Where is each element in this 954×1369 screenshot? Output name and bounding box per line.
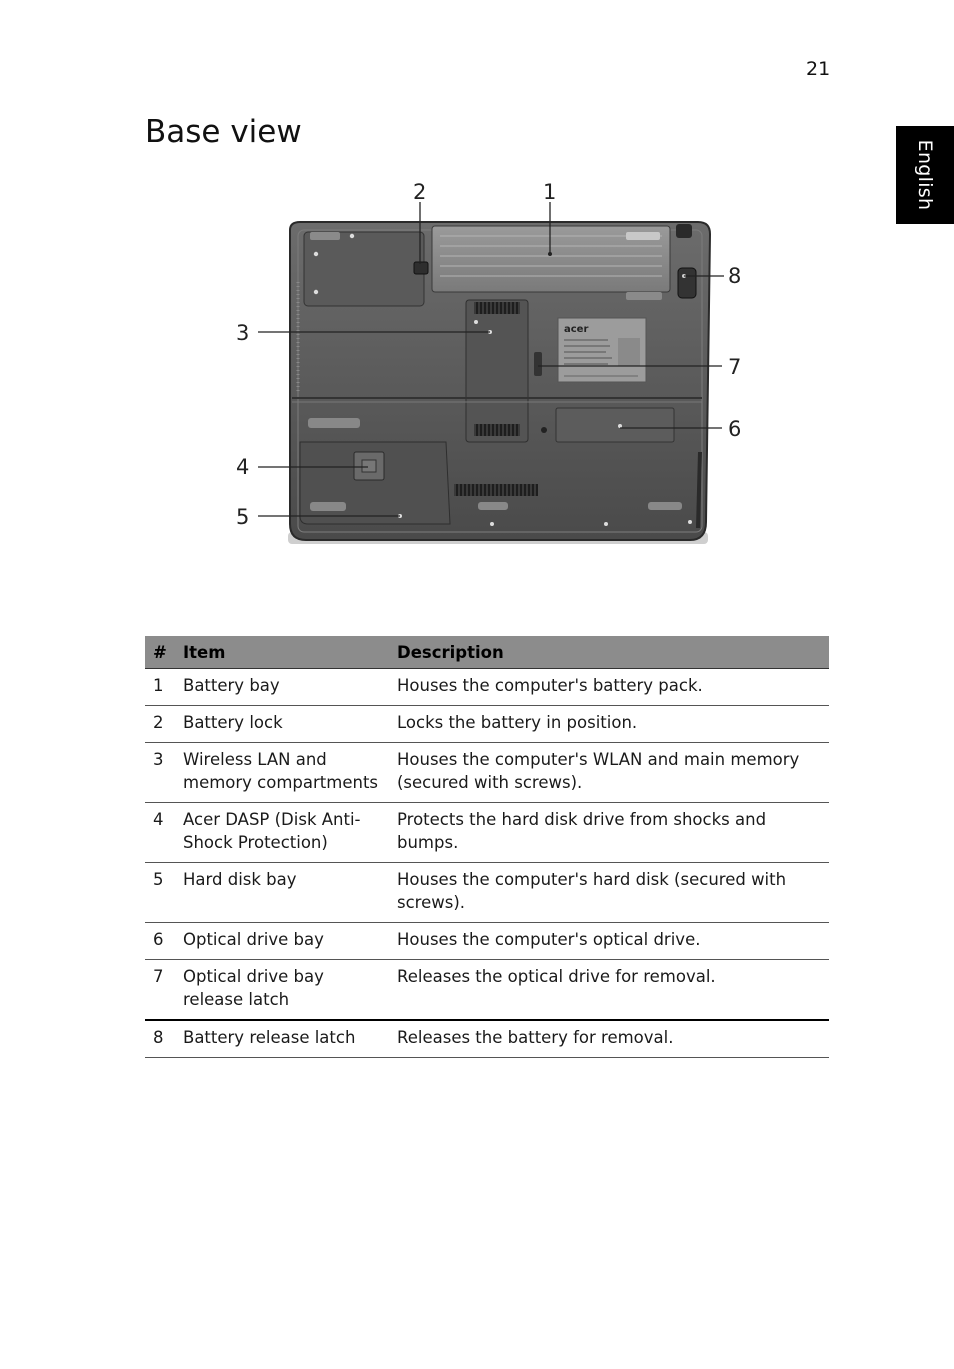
row-item: Battery release latch	[173, 1020, 389, 1058]
header-description: Description	[389, 636, 829, 669]
callout-4: 4	[236, 455, 250, 479]
row-num: 3	[145, 743, 173, 803]
row-item: Acer DASP (Disk Anti-Shock Protection)	[173, 803, 389, 863]
table-row	[145, 863, 829, 923]
row-description: Locks the battery in position.	[389, 706, 829, 743]
row-num: 8	[145, 1020, 173, 1058]
table-row	[145, 923, 829, 960]
language-tab	[896, 126, 954, 224]
row-item: Optical drive bay release latch	[173, 960, 389, 1021]
page-title: Base view	[145, 114, 302, 150]
language-tab-label: English	[914, 139, 936, 211]
row-item: Optical drive bay	[173, 923, 389, 960]
label-brand: acer	[564, 324, 589, 335]
row-description: Protects the hard disk drive from shocks and bumps.	[389, 803, 829, 863]
callout-3: 3	[236, 321, 250, 345]
row-num: 6	[145, 923, 173, 960]
row-item: Wireless LAN and memory compartments	[173, 743, 389, 803]
table-row	[145, 706, 829, 743]
battery-release-latch	[678, 268, 696, 298]
row-num: 7	[145, 960, 173, 1021]
top-left-cover	[304, 232, 424, 306]
optical-drive-bay	[556, 408, 674, 442]
row-num: 2	[145, 706, 173, 743]
table-row	[145, 960, 829, 1021]
table-row	[145, 803, 829, 863]
base-view-table	[145, 636, 829, 1058]
row-item: Hard disk bay	[173, 863, 389, 923]
row-description: Houses the computer's WLAN and main memory (secured with screws).	[389, 743, 829, 803]
header-num: #	[145, 636, 173, 669]
battery-lock	[414, 262, 428, 274]
callout-7: 7	[728, 355, 742, 379]
table-row	[145, 669, 829, 706]
page-number: 21	[806, 58, 831, 80]
callout-6: 6	[728, 417, 742, 441]
optical-release-latch	[534, 352, 542, 376]
callout-8: 8	[728, 264, 742, 288]
callout-2: 2	[413, 180, 427, 204]
row-num: 1	[145, 669, 173, 706]
row-description: Houses the computer's optical drive.	[389, 923, 829, 960]
row-item: Battery bay	[173, 669, 389, 706]
row-num: 4	[145, 803, 173, 863]
table-row	[145, 743, 829, 803]
table-row	[145, 1020, 829, 1058]
row-description: Releases the battery for removal.	[389, 1020, 829, 1058]
laptop-base-figure	[228, 172, 768, 562]
row-description: Houses the computer's battery pack.	[389, 669, 829, 706]
row-num: 5	[145, 863, 173, 923]
callout-1: 1	[543, 180, 557, 204]
table-header-row	[145, 636, 829, 669]
row-item: Battery lock	[173, 706, 389, 743]
header-item: Item	[173, 636, 389, 669]
callout-5: 5	[236, 505, 250, 529]
row-description: Releases the optical drive for removal.	[389, 960, 829, 1021]
row-description: Houses the computer's hard disk (secured with screws).	[389, 863, 829, 923]
